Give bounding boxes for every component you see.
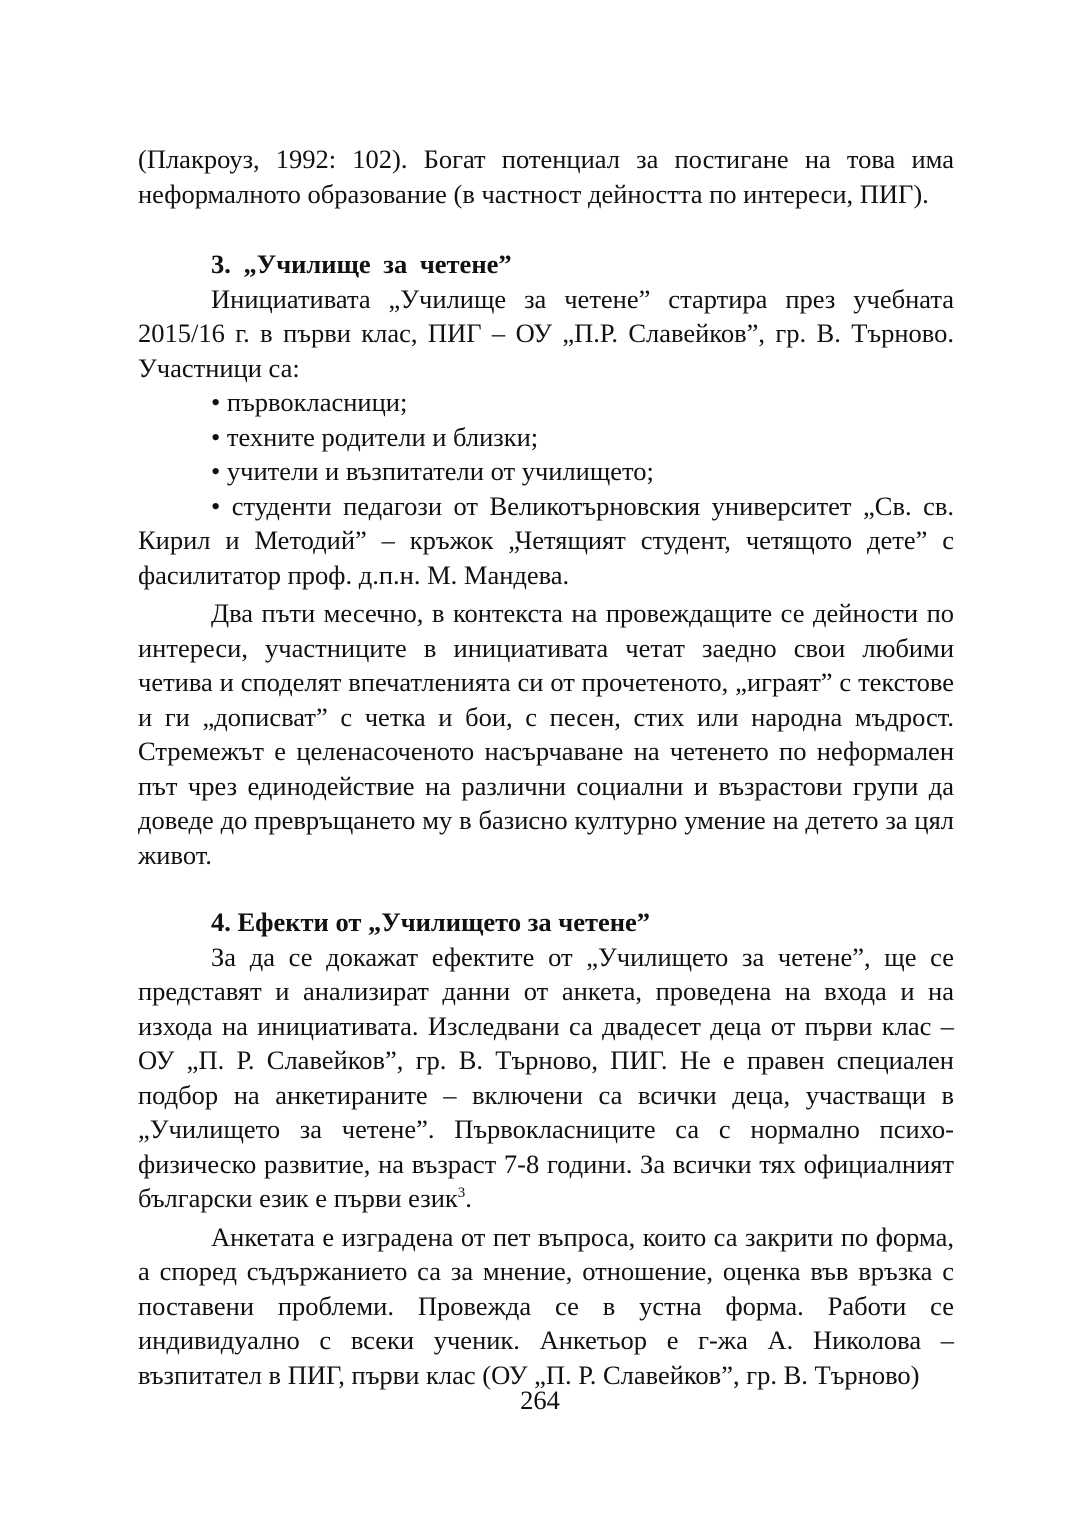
- bullet-item-4: • студенти педагози от Великотърновския университет „Св. св. Кирил и Методий” – кръжок „Четящият студент, четящото дете” с фасилитатор проф. д.п.н. М. Мандева.: [138, 490, 954, 590]
- section-3-paragraph-2: Два пъти месечно, в контекста на провеждащите се дейности по интереси, участниците в инициативата четат заедно свои любими четива и споделят впечатленията си от прочетеното, „играят” с текстове и ги „дописват” с четка и бои, с песен, стих или народна мъдрост. Стремежът е целенасоченото насърчаване на четенето по неформален път чрез единодействие на различни социални и възрастови групи да доведе до превръщането му в базисно културно умение на детето за цял живот.: [138, 598, 954, 870]
- section-4-heading: 4. Ефекти от „Училището за четене”: [211, 907, 651, 937]
- page-body: [138, 142, 954, 1392]
- bullet-item-3: • учители и възпитатели от училището;: [211, 456, 654, 486]
- section-4-paragraph-1-end: .: [465, 1183, 472, 1213]
- footnote-marker: 3: [457, 1185, 466, 1202]
- section-4-paragraph-2: Анкетата е изградена от пет въпроса, които са закрити по форма, а според съдържанието са за мнение, отношение, оценка във връзка с поставени проблеми. Провежда се в устна форма. Работи се индивидуално с всеки ученик. Анкетьор е г-жа А. Николова – възпитател в ПИГ, първи клас (ОУ „П. Р. Славейков”, гр. В. Търново): [138, 1221, 954, 1390]
- section-4-paragraph-1-text: За да се докажат ефектите от „Училището за четене”, ще се представят и анализират данни от анкета, проведена на входа и на изхода на инициативата. Изследвани са двадесет деца от първи клас – ОУ „П. Р. Славейков”, гр. В. Търново, ПИГ. Не е правен специален подбор на анкетираните – включени са всички деца, участващи в „Училището за четене”. Първокласниците са с нормално психо-физическо развитие, на възраст 7-8 години. За всички тях официалният български език е първи език: [138, 941, 954, 1213]
- page-number: 264: [520, 1385, 560, 1415]
- bullet-item-2: • техните родители и близки;: [211, 421, 539, 452]
- section-3-paragraph-1: Инициативата „Училище за четене” стартира през учебната 2015/16 г. в първи клас, ПИГ – ОУ „П.Р. Славейков”, гр. В. Търново. Участници са:: [138, 283, 954, 383]
- section-3-heading: 3. „Училище за четене”: [211, 249, 512, 279]
- section-4-paragraph-1: [138, 940, 954, 1216]
- bullet-item-1: • първокласници;: [211, 387, 408, 417]
- intro-paragraph: (Плакроуз, 1992: 102). Богат потенциал за постигане на това има неформалното образование (в частност дейността по интереси, ПИГ).: [138, 144, 954, 209]
